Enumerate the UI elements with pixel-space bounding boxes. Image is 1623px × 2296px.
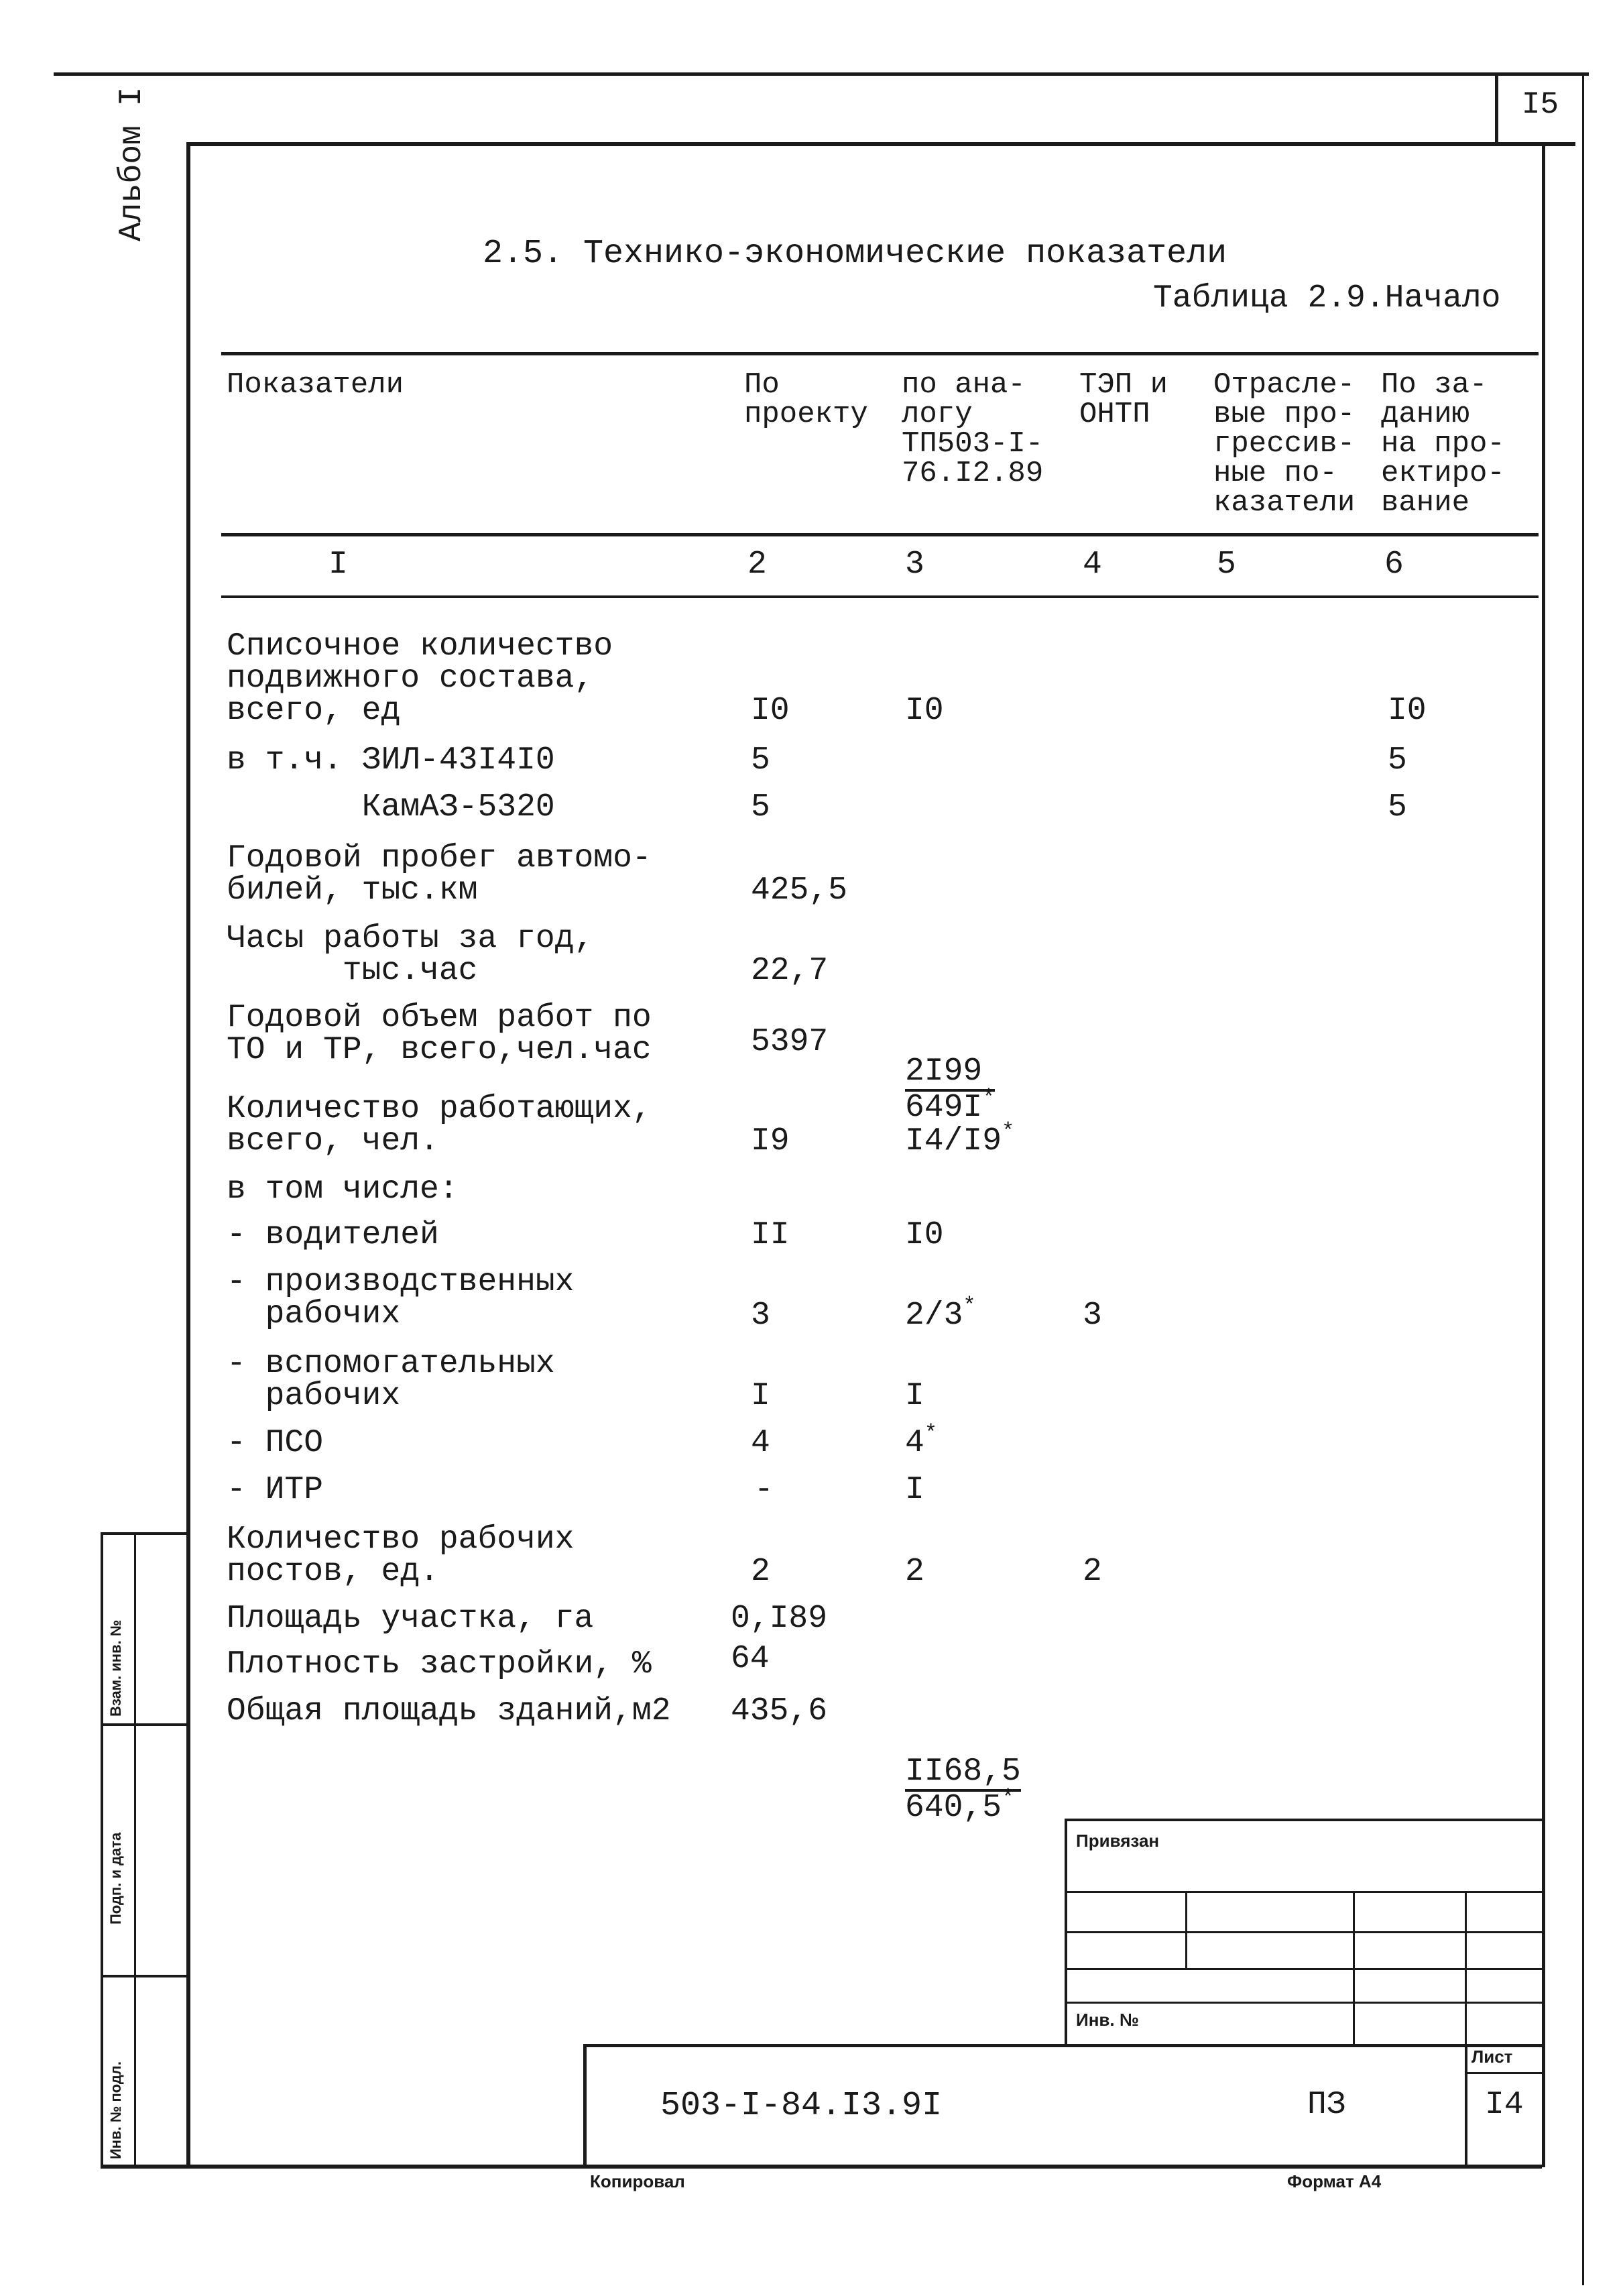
row-label: - вспомогательных рабочих (227, 1346, 555, 1414)
cell-c6: 5 (1388, 742, 1407, 779)
page-right-edge (1582, 72, 1584, 2285)
stamp-col-2 (1353, 1891, 1355, 2045)
cell-c3-denominator: 649I (905, 1090, 983, 1126)
header-progressive: Отрасле- вые про- грессив- ные по- казатели (1213, 368, 1356, 520)
side-row-2 (101, 1723, 189, 1726)
stamp-row-4 (1066, 2002, 1542, 2004)
cell-c2: 5 (751, 742, 770, 779)
cell-c3-fraction (905, 1691, 1021, 1824)
privyazan-label: Привязан (1076, 1831, 1160, 1851)
cell-c2: I9 (751, 1123, 790, 1159)
cell-c2: I (751, 1378, 770, 1414)
row-label: Плотность застройки, % (227, 1646, 652, 1682)
colnum-4: 4 (1083, 547, 1102, 583)
row-label: Количество рабочих постов, ед. (227, 1522, 575, 1590)
cell-c3-numerator: II68,5 (905, 1756, 1021, 1792)
cell-c3: I0 (905, 1217, 944, 1253)
kopiroval-label: Копировал (590, 2171, 685, 2191)
row-label: - водителей (227, 1217, 439, 1253)
colnum-2: 2 (747, 547, 767, 583)
frame-bottom (101, 2165, 1542, 2169)
podp-data-label: Подп. и дата (107, 1832, 124, 1925)
page-number: I5 (1521, 87, 1559, 122)
frame-left (186, 142, 190, 2167)
row-label: Списочное количество подвижного состава, всего, ед (227, 628, 613, 729)
document-type: ПЗ (1307, 2087, 1346, 2123)
stamp-row-2 (1066, 1931, 1542, 1933)
colnum-1: I (328, 547, 348, 583)
format-label: Формат А4 (1287, 2171, 1382, 2191)
cell-c3-numerator: 2I99 (905, 1055, 995, 1092)
row-label: - ИТР (227, 1472, 324, 1508)
stamp-top (1066, 1819, 1542, 1821)
header-indicators: Показатели (227, 368, 404, 402)
inv-no-label: Инв. № (1076, 2010, 1139, 2030)
list-number: I4 (1485, 2087, 1524, 2123)
cell-c3 (905, 1421, 938, 1461)
stamp-row-3 (1066, 1968, 1542, 1970)
footnote-asterisk: * (924, 1421, 938, 1446)
stamp-row-1 (1066, 1891, 1542, 1893)
row-label: - производственных рабочих (227, 1264, 575, 1332)
header-by-project: По проекту (744, 368, 868, 431)
cell-c2: 425,5 (751, 872, 848, 909)
cell-c6: I0 (1388, 693, 1427, 729)
side-row-3 (101, 1975, 189, 1977)
cell-c2: 5 (751, 789, 770, 825)
row-label: Годовой пробег автомо- билей, тыс.км (227, 840, 652, 909)
cell-c6: 5 (1388, 789, 1407, 825)
titleblock-list-sep (1465, 2072, 1543, 2074)
cell-c3-fraction (905, 991, 995, 1124)
header-tep-ontp: ТЭП и ОНТП (1079, 368, 1168, 431)
stamp-col-1 (1185, 1891, 1187, 1968)
row-label: КамАЗ-5320 (227, 789, 555, 825)
frame-right (1542, 142, 1545, 2167)
table-caption: Таблица 2.9.Начало (1153, 280, 1501, 317)
row-label: Количество работающих, всего, чел. (227, 1091, 652, 1159)
row-label: - ПСО (227, 1425, 324, 1461)
section-title: 2.5. Технико-экономические показатели (483, 235, 1227, 273)
row-label: в т.ч. ЗИЛ-43I4I0 (227, 742, 555, 779)
frame-top (188, 142, 1575, 146)
cell-c2: II (751, 1217, 790, 1253)
footnote-asterisk: * (1002, 1786, 1015, 1811)
cell-c2: 64 (731, 1641, 770, 1677)
side-col-mid (134, 1532, 136, 2168)
cell-c2: 5397 (751, 1024, 829, 1060)
cell-c3-value: I4/I9 (905, 1123, 1002, 1159)
table-header-bottom-rule (221, 533, 1539, 536)
cell-c2: 435,6 (731, 1693, 828, 1729)
cell-c4: 3 (1083, 1298, 1102, 1334)
cell-c3-denominator: 640,5 (905, 1790, 1002, 1826)
cell-c4: 2 (1083, 1554, 1102, 1590)
document-code: 503-I-84.I3.9I (660, 2087, 943, 2125)
cell-c3: I (905, 1472, 924, 1508)
cell-c2: I0 (751, 693, 790, 729)
stamp-col-3 (1465, 1891, 1467, 2045)
side-col-left (101, 1532, 103, 2168)
side-row-1 (101, 1532, 189, 1535)
titleblock-list-col (1465, 2044, 1467, 2166)
cell-c2: - (754, 1472, 774, 1508)
cell-c3: 2 (905, 1554, 924, 1590)
cell-c2: 4 (751, 1425, 770, 1461)
cell-c3: I0 (905, 693, 944, 729)
footnote-asterisk: * (982, 1086, 996, 1110)
inv-podl-label: Инв. № подл. (107, 2061, 124, 2159)
footnote-asterisk: * (963, 1294, 976, 1318)
cell-c3 (905, 1119, 1015, 1159)
cell-c2: 3 (751, 1298, 770, 1334)
cell-c3-value: 4 (905, 1425, 924, 1461)
album-label: Альбом I (114, 87, 150, 241)
table-header-top-rule (221, 352, 1539, 355)
top-rule (54, 72, 1589, 76)
list-label: Лист (1471, 2047, 1513, 2067)
row-label: в том числе: (227, 1171, 459, 1208)
cell-c3: I (905, 1378, 924, 1414)
cell-c2: 2 (751, 1554, 770, 1590)
cell-c3 (905, 1294, 976, 1334)
cell-c2: 22,7 (751, 953, 829, 989)
titleblock-left (583, 2044, 587, 2166)
footnote-asterisk: * (1002, 1119, 1015, 1144)
colnum-6: 6 (1384, 547, 1404, 583)
header-by-assignment: По за- данию на про- ектиро- вание (1381, 368, 1505, 520)
row-label: Площадь участка, га (227, 1601, 594, 1637)
titleblock-top (585, 2044, 1543, 2047)
row-label: Общая площадь зданий,м2 (227, 1693, 671, 1729)
colnum-5: 5 (1217, 547, 1236, 583)
cell-c3-value: 2/3 (905, 1298, 963, 1334)
row-label: Годовой объем работ по ТО и ТР, всего,чел.час (227, 1000, 652, 1068)
header-by-analog: по ана- логу ТП503-I- 76.I2.89 (902, 368, 1044, 490)
table-colnum-bottom-rule (221, 595, 1539, 598)
vzam-inv-label: Взам. инв. № (107, 1619, 124, 1717)
cell-c2: 0,I89 (731, 1601, 828, 1637)
colnum-3: 3 (905, 547, 924, 583)
row-label: Часы работы за год, тыс.час (227, 921, 594, 989)
